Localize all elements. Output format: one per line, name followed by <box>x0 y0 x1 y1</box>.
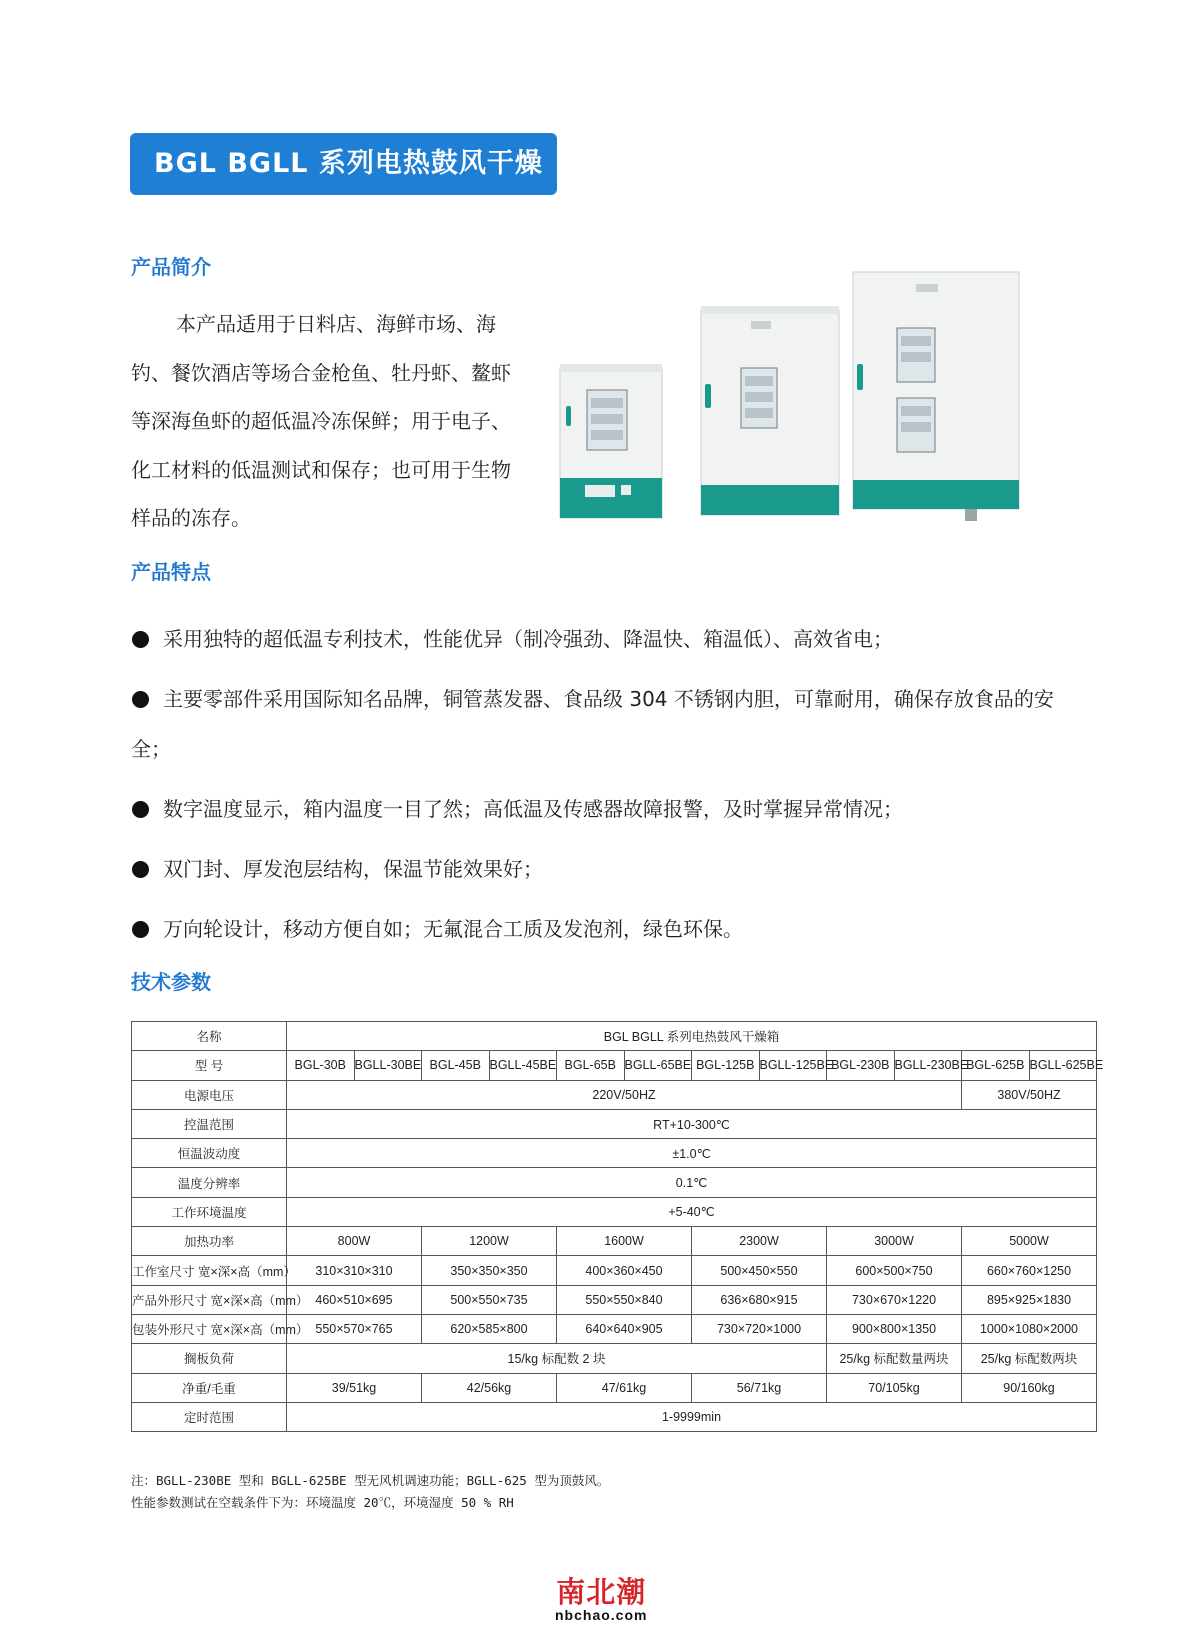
row-label: 名称 <box>132 1022 287 1051</box>
table-cell: 15/kg 标配数 2 块 <box>287 1344 827 1373</box>
row-label: 产品外形尺寸 宽×深×高（mm） <box>132 1285 287 1314</box>
spec-table <box>131 1021 1104 1432</box>
table-cell: +5-40℃ <box>287 1197 1097 1226</box>
model-cell: BGL-45B <box>422 1051 490 1080</box>
table-cell: 1000×1080×2000 <box>962 1314 1097 1343</box>
logo-cn: 南北潮 <box>556 1575 647 1609</box>
feature-text-cont: 全； <box>131 737 171 761</box>
intro-heading: 产品简介 <box>131 255 211 279</box>
table-cell: 895×925×1830 <box>962 1285 1097 1314</box>
table-cell: 3000W <box>827 1227 962 1256</box>
model-cell: BGL-65B <box>557 1051 625 1080</box>
row-label: 定时范围 <box>132 1402 287 1431</box>
table-row <box>132 1051 1097 1080</box>
table-row <box>132 1197 1097 1226</box>
table-cell: 550×550×840 <box>557 1285 692 1314</box>
table-cell: 800W <box>287 1227 422 1256</box>
logo-en: nbchao.com <box>555 1607 648 1623</box>
row-label: 工作环境温度 <box>132 1197 287 1226</box>
row-label: 净重/毛重 <box>132 1373 287 1402</box>
model-cell: BGLL-30BE <box>354 1051 422 1080</box>
table-row <box>132 1285 1097 1314</box>
brand-logo <box>555 1570 647 1623</box>
row-label: 控温范围 <box>132 1109 287 1138</box>
table-row <box>132 1227 1097 1256</box>
oven-medium <box>701 306 839 515</box>
model-cell: BGLL-45BE <box>489 1051 557 1080</box>
row-label: 温度分辨率 <box>132 1168 287 1197</box>
feature-text: 主要零部件采用国际知名品牌，铜管蒸发器、食品级 304 不锈钢内胆，可靠耐用，确保存放食品的安 <box>163 687 1054 711</box>
table-cell: 550×570×765 <box>287 1314 422 1343</box>
table-cell: 42/56kg <box>422 1373 557 1402</box>
table-cell: 1600W <box>557 1227 692 1256</box>
footnote-line: 注：BGLL-230BE 型和 BGLL-625BE 型无风机调速功能；BGLL-625 型为顶鼓风。 <box>131 1473 610 1488</box>
model-cell: BGL-125B <box>692 1051 760 1080</box>
oven-large <box>853 272 1019 521</box>
feature-item <box>131 844 1116 894</box>
model-cell: BGLL-625BE <box>1029 1051 1097 1080</box>
table-cell: 0.1℃ <box>287 1168 1097 1197</box>
model-cell: BGLL-125BE <box>759 1051 827 1080</box>
table-row <box>132 1109 1097 1138</box>
table-cell: 2300W <box>692 1227 827 1256</box>
table-row <box>132 1168 1097 1197</box>
table-cell: 380V/50HZ <box>962 1080 1097 1109</box>
table-cell: 310×310×310 <box>287 1256 422 1285</box>
feature-text: 数字温度显示，箱内温度一目了然；高低温及传感器故障报警，及时掌握异常情况； <box>163 797 903 821</box>
table-cell: 636×680×915 <box>692 1285 827 1314</box>
table-cell: 640×640×905 <box>557 1314 692 1343</box>
table-cell: 400×360×450 <box>557 1256 692 1285</box>
model-cell: BGLL-65BE <box>624 1051 692 1080</box>
specs-heading: 技术参数 <box>131 970 211 994</box>
table-row <box>132 1344 1097 1373</box>
table-cell: 350×350×350 <box>422 1256 557 1285</box>
table-cell: 220V/50HZ <box>287 1080 962 1109</box>
model-cell: BGL-625B <box>962 1051 1030 1080</box>
table-row <box>132 1402 1097 1431</box>
oven-small <box>560 364 662 518</box>
feature-text: 双门封、厚发泡层结构，保温节能效果好； <box>163 857 543 881</box>
table-cell: ±1.0℃ <box>287 1139 1097 1168</box>
table-cell: 25/kg 标配数两块 <box>962 1344 1097 1373</box>
feature-item <box>131 784 1116 834</box>
table-cell: 730×670×1220 <box>827 1285 962 1314</box>
table-cell: 500×550×735 <box>422 1285 557 1314</box>
model-cell: BGL-230B <box>827 1051 895 1080</box>
table-cell: RT+10-300℃ <box>287 1109 1097 1138</box>
row-label: 搁板负荷 <box>132 1344 287 1373</box>
table-cell: 460×510×695 <box>287 1285 422 1314</box>
feature-item <box>131 614 1116 664</box>
table-row <box>132 1256 1097 1285</box>
model-cell: BGL-30B <box>287 1051 355 1080</box>
table-cell: 56/71kg <box>692 1373 827 1402</box>
feature-item <box>131 674 1116 774</box>
table-cell: 1-9999min <box>287 1402 1097 1431</box>
row-label: 电源电压 <box>132 1080 287 1109</box>
feature-text: 万向轮设计，移动方便自如；无氟混合工质及发泡剂，绿色环保。 <box>163 917 743 941</box>
model-cell: BGLL-230BE <box>894 1051 962 1080</box>
table-cell: 500×450×550 <box>692 1256 827 1285</box>
intro-paragraph: 本产品适用于日料店、海鲜市场、海钓、餐饮酒店等场合金枪鱼、牡丹虾、鳌虾等深海鱼虾的超低温冷冻保鲜；用于电子、化工材料的低温测试和保存；也可用于生物样品的冻存。 <box>131 312 511 530</box>
table-row <box>132 1314 1097 1343</box>
row-label: 加热功率 <box>132 1227 287 1256</box>
table-cell: 39/51kg <box>287 1373 422 1402</box>
row-label: 型 号 <box>132 1051 287 1080</box>
table-row <box>132 1373 1097 1402</box>
row-label: 包装外形尺寸 宽×深×高（mm） <box>132 1314 287 1343</box>
row-label: 工作室尺寸 宽×深×高（mm） <box>132 1256 287 1285</box>
feature-list <box>131 614 1116 964</box>
table-row <box>132 1080 1097 1109</box>
footnotes <box>131 1470 609 1514</box>
table-cell: 47/61kg <box>557 1373 692 1402</box>
footnote-line: 性能参数测试在空载条件下为：环境温度 20℃，环境湿度 50 % RH <box>131 1495 514 1510</box>
feature-text: 采用独特的超低温专利技术，性能优异（制冷强劲、降温快、箱温低）、高效省电； <box>163 627 893 651</box>
table-row <box>132 1022 1097 1051</box>
table-cell: 70/105kg <box>827 1373 962 1402</box>
table-cell: 660×760×1250 <box>962 1256 1097 1285</box>
product-image <box>555 280 1050 555</box>
table-cell: BGL BGLL 系列电热鼓风干燥箱 <box>287 1022 1097 1051</box>
features-heading: 产品特点 <box>131 560 211 584</box>
table-cell: 1200W <box>422 1227 557 1256</box>
table-cell: 600×500×750 <box>827 1256 962 1285</box>
table-cell: 730×720×1000 <box>692 1314 827 1343</box>
table-row <box>132 1139 1097 1168</box>
page-title: BGL BGLL 系列电热鼓风干燥箱 <box>130 133 557 195</box>
table-cell: 5000W <box>962 1227 1097 1256</box>
feature-item <box>131 904 1116 954</box>
table-cell: 900×800×1350 <box>827 1314 962 1343</box>
table-cell: 90/160kg <box>962 1373 1097 1402</box>
table-cell: 620×585×800 <box>422 1314 557 1343</box>
table-cell: 25/kg 标配数量两块 <box>827 1344 962 1373</box>
row-label: 恒温波动度 <box>132 1139 287 1168</box>
